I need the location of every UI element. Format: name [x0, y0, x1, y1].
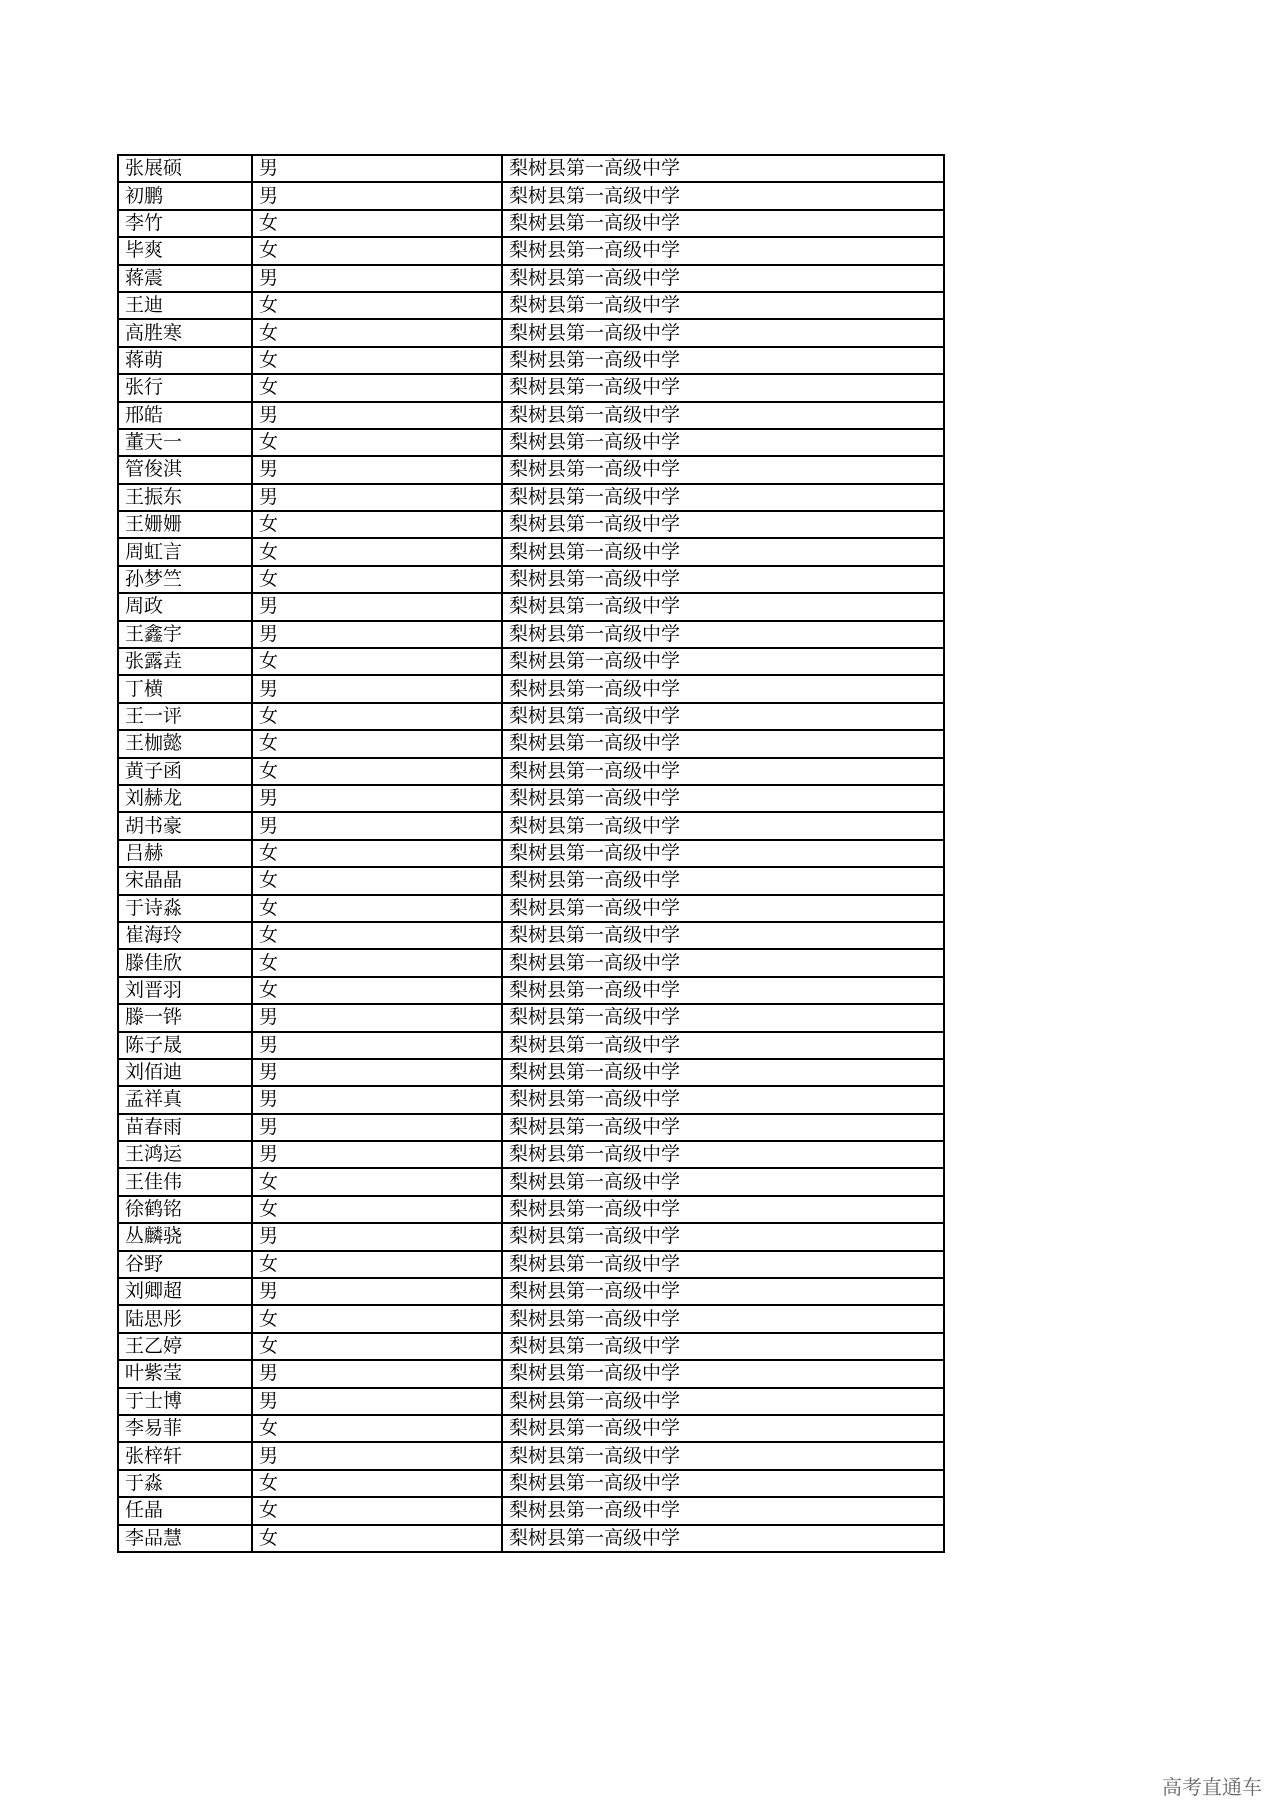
student-name-cell: 于士博 [118, 1388, 252, 1415]
table-row [118, 1141, 944, 1168]
school-cell: 梨树县第一高级中学 [502, 1251, 944, 1278]
school-cell: 梨树县第一高级中学 [502, 730, 944, 757]
student-name-cell: 王枷懿 [118, 730, 252, 757]
gender-cell: 男 [252, 484, 502, 511]
table-row [118, 1278, 944, 1305]
gender-cell: 男 [252, 1278, 502, 1305]
gender-cell: 女 [252, 758, 502, 785]
school-cell: 梨树县第一高级中学 [502, 1223, 944, 1250]
school-cell: 梨树县第一高级中学 [502, 867, 944, 894]
table-row [118, 1196, 944, 1223]
gender-cell: 男 [252, 675, 502, 702]
gender-cell: 女 [252, 703, 502, 730]
table-row [118, 292, 944, 319]
gender-cell: 男 [252, 1223, 502, 1250]
school-cell: 梨树县第一高级中学 [502, 1525, 944, 1552]
gender-cell: 女 [252, 538, 502, 565]
school-cell: 梨树县第一高级中学 [502, 895, 944, 922]
gender-cell: 女 [252, 210, 502, 237]
student-name-cell: 张梓轩 [118, 1442, 252, 1469]
gender-cell: 女 [252, 511, 502, 538]
gender-cell: 女 [252, 566, 502, 593]
gender-cell: 女 [252, 648, 502, 675]
school-cell: 梨树县第一高级中学 [502, 977, 944, 1004]
gender-cell: 女 [252, 730, 502, 757]
gender-cell: 女 [252, 949, 502, 976]
school-cell: 梨树县第一高级中学 [502, 347, 944, 374]
school-cell: 梨树县第一高级中学 [502, 566, 944, 593]
table-row [118, 155, 944, 182]
table-row [118, 237, 944, 264]
table-row [118, 593, 944, 620]
gender-cell: 女 [252, 429, 502, 456]
gender-cell: 男 [252, 1004, 502, 1031]
student-name-cell: 陆思彤 [118, 1305, 252, 1332]
student-name-cell: 李易菲 [118, 1415, 252, 1442]
school-cell: 梨树县第一高级中学 [502, 155, 944, 182]
gender-cell: 女 [252, 374, 502, 401]
school-cell: 梨树县第一高级中学 [502, 1086, 944, 1113]
student-name-cell: 张展硕 [118, 155, 252, 182]
watermark-text: 高考直通车 [1162, 1775, 1262, 1799]
table-row [118, 730, 944, 757]
table-row [118, 1388, 944, 1415]
school-cell: 梨树县第一高级中学 [502, 840, 944, 867]
school-cell: 梨树县第一高级中学 [502, 675, 944, 702]
school-cell: 梨树县第一高级中学 [502, 292, 944, 319]
gender-cell: 女 [252, 1168, 502, 1195]
school-cell: 梨树县第一高级中学 [502, 1305, 944, 1332]
student-name-cell: 蒋萌 [118, 347, 252, 374]
student-name-cell: 张露垚 [118, 648, 252, 675]
gender-cell: 女 [252, 977, 502, 1004]
student-name-cell: 刘晋羽 [118, 977, 252, 1004]
student-name-cell: 于诗淼 [118, 895, 252, 922]
table-row [118, 1470, 944, 1497]
table-row [118, 1223, 944, 1250]
school-cell: 梨树县第一高级中学 [502, 812, 944, 839]
table-row [118, 1086, 944, 1113]
student-name-cell: 任晶 [118, 1497, 252, 1524]
student-name-cell: 陈子晟 [118, 1032, 252, 1059]
student-name-cell: 王振东 [118, 484, 252, 511]
student-name-cell: 邢皓 [118, 402, 252, 429]
gender-cell: 男 [252, 593, 502, 620]
school-cell: 梨树县第一高级中学 [502, 1415, 944, 1442]
student-name-cell: 李品慧 [118, 1525, 252, 1552]
table-row [118, 511, 944, 538]
table-row [118, 621, 944, 648]
gender-cell: 女 [252, 1525, 502, 1552]
school-cell: 梨树县第一高级中学 [502, 182, 944, 209]
school-cell: 梨树县第一高级中学 [502, 648, 944, 675]
school-cell: 梨树县第一高级中学 [502, 456, 944, 483]
student-name-cell: 孙梦竺 [118, 566, 252, 593]
student-name-cell: 孟祥真 [118, 1086, 252, 1113]
school-cell: 梨树县第一高级中学 [502, 1388, 944, 1415]
student-name-cell: 高胜寒 [118, 319, 252, 346]
table-row [118, 1251, 944, 1278]
table-row [118, 1525, 944, 1552]
school-cell: 梨树县第一高级中学 [502, 1141, 944, 1168]
school-cell: 梨树县第一高级中学 [502, 1470, 944, 1497]
table-row [118, 402, 944, 429]
table-row [118, 785, 944, 812]
table-row [118, 648, 944, 675]
student-name-cell: 叶紫莹 [118, 1360, 252, 1387]
student-name-cell: 滕一铧 [118, 1004, 252, 1031]
student-name-cell: 王佳伟 [118, 1168, 252, 1195]
student-name-cell: 初鹏 [118, 182, 252, 209]
table-row [118, 1032, 944, 1059]
student-name-cell: 周政 [118, 593, 252, 620]
table-row [118, 347, 944, 374]
student-name-cell: 张行 [118, 374, 252, 401]
table-row [118, 1305, 944, 1332]
student-name-cell: 于淼 [118, 1470, 252, 1497]
student-name-cell: 刘赫龙 [118, 785, 252, 812]
gender-cell: 女 [252, 922, 502, 949]
gender-cell: 男 [252, 155, 502, 182]
student-name-cell: 王姗姗 [118, 511, 252, 538]
gender-cell: 女 [252, 1470, 502, 1497]
gender-cell: 女 [252, 237, 502, 264]
table-row [118, 1360, 944, 1387]
gender-cell: 女 [252, 867, 502, 894]
table-row [118, 1004, 944, 1031]
school-cell: 梨树县第一高级中学 [502, 1004, 944, 1031]
student-name-cell: 丁横 [118, 675, 252, 702]
table-row [118, 538, 944, 565]
student-name-cell: 董天一 [118, 429, 252, 456]
table-row [118, 977, 944, 1004]
gender-cell: 女 [252, 1196, 502, 1223]
gender-cell: 女 [252, 1251, 502, 1278]
table-row [118, 456, 944, 483]
student-name-cell: 胡书豪 [118, 812, 252, 839]
gender-cell: 女 [252, 1333, 502, 1360]
table-row [118, 867, 944, 894]
school-cell: 梨树县第一高级中学 [502, 429, 944, 456]
school-cell: 梨树县第一高级中学 [502, 1497, 944, 1524]
table-row [118, 949, 944, 976]
school-cell: 梨树县第一高级中学 [502, 484, 944, 511]
gender-cell: 男 [252, 785, 502, 812]
gender-cell: 男 [252, 456, 502, 483]
school-cell: 梨树县第一高级中学 [502, 758, 944, 785]
gender-cell: 男 [252, 1388, 502, 1415]
school-cell: 梨树县第一高级中学 [502, 1196, 944, 1223]
school-cell: 梨树县第一高级中学 [502, 1032, 944, 1059]
school-cell: 梨树县第一高级中学 [502, 1114, 944, 1141]
student-name-cell: 毕爽 [118, 237, 252, 264]
school-cell: 梨树县第一高级中学 [502, 265, 944, 292]
gender-cell: 男 [252, 621, 502, 648]
roster-body [118, 155, 944, 1552]
school-cell: 梨树县第一高级中学 [502, 319, 944, 346]
gender-cell: 女 [252, 292, 502, 319]
student-name-cell: 吕赫 [118, 840, 252, 867]
school-cell: 梨树县第一高级中学 [502, 1168, 944, 1195]
student-name-cell: 丛麟骁 [118, 1223, 252, 1250]
table-row [118, 484, 944, 511]
table-row [118, 429, 944, 456]
table-row [118, 1497, 944, 1524]
table-row [118, 1168, 944, 1195]
gender-cell: 女 [252, 840, 502, 867]
gender-cell: 男 [252, 1114, 502, 1141]
table-row [118, 1415, 944, 1442]
table-row [118, 1442, 944, 1469]
school-cell: 梨树县第一高级中学 [502, 621, 944, 648]
student-name-cell: 刘卿超 [118, 1278, 252, 1305]
student-name-cell: 王乙婷 [118, 1333, 252, 1360]
school-cell: 梨树县第一高级中学 [502, 922, 944, 949]
table-row [118, 566, 944, 593]
school-cell: 梨树县第一高级中学 [502, 210, 944, 237]
school-cell: 梨树县第一高级中学 [502, 703, 944, 730]
student-name-cell: 谷野 [118, 1251, 252, 1278]
student-name-cell: 宋晶晶 [118, 867, 252, 894]
school-cell: 梨树县第一高级中学 [502, 237, 944, 264]
student-name-cell: 徐鹤铭 [118, 1196, 252, 1223]
gender-cell: 女 [252, 319, 502, 346]
gender-cell: 男 [252, 402, 502, 429]
school-cell: 梨树县第一高级中学 [502, 1360, 944, 1387]
table-row [118, 1333, 944, 1360]
gender-cell: 男 [252, 1059, 502, 1086]
gender-cell: 男 [252, 812, 502, 839]
table-row [118, 703, 944, 730]
school-cell: 梨树县第一高级中学 [502, 1442, 944, 1469]
student-name-cell: 王鑫宇 [118, 621, 252, 648]
school-cell: 梨树县第一高级中学 [502, 593, 944, 620]
student-name-cell: 周虹言 [118, 538, 252, 565]
gender-cell: 女 [252, 1497, 502, 1524]
gender-cell: 女 [252, 895, 502, 922]
table-row [118, 812, 944, 839]
gender-cell: 女 [252, 347, 502, 374]
school-cell: 梨树县第一高级中学 [502, 402, 944, 429]
gender-cell: 男 [252, 1442, 502, 1469]
school-cell: 梨树县第一高级中学 [502, 785, 944, 812]
student-name-cell: 管俊淇 [118, 456, 252, 483]
table-row [118, 182, 944, 209]
gender-cell: 男 [252, 1032, 502, 1059]
gender-cell: 女 [252, 1305, 502, 1332]
table-row [118, 1059, 944, 1086]
school-cell: 梨树县第一高级中学 [502, 1333, 944, 1360]
school-cell: 梨树县第一高级中学 [502, 538, 944, 565]
table-row [118, 840, 944, 867]
school-cell: 梨树县第一高级中学 [502, 1278, 944, 1305]
student-name-cell: 滕佳欣 [118, 949, 252, 976]
school-cell: 梨树县第一高级中学 [502, 511, 944, 538]
gender-cell: 男 [252, 1141, 502, 1168]
student-name-cell: 崔海玲 [118, 922, 252, 949]
table-row [118, 758, 944, 785]
gender-cell: 女 [252, 1415, 502, 1442]
school-cell: 梨树县第一高级中学 [502, 1059, 944, 1086]
gender-cell: 男 [252, 265, 502, 292]
table-row [118, 265, 944, 292]
student-name-cell: 王一评 [118, 703, 252, 730]
school-cell: 梨树县第一高级中学 [502, 949, 944, 976]
school-cell: 梨树县第一高级中学 [502, 374, 944, 401]
gender-cell: 男 [252, 182, 502, 209]
table-row [118, 319, 944, 346]
student-name-cell: 王鸿运 [118, 1141, 252, 1168]
table-row [118, 895, 944, 922]
gender-cell: 男 [252, 1360, 502, 1387]
table-row [118, 374, 944, 401]
student-name-cell: 黄子函 [118, 758, 252, 785]
table-row [118, 210, 944, 237]
table-row [118, 1114, 944, 1141]
student-roster-table [117, 154, 945, 1553]
table-row [118, 922, 944, 949]
student-name-cell: 李竹 [118, 210, 252, 237]
gender-cell: 男 [252, 1086, 502, 1113]
student-name-cell: 蒋震 [118, 265, 252, 292]
student-name-cell: 苗春雨 [118, 1114, 252, 1141]
student-name-cell: 刘佰迪 [118, 1059, 252, 1086]
student-name-cell: 王迪 [118, 292, 252, 319]
table-row [118, 675, 944, 702]
